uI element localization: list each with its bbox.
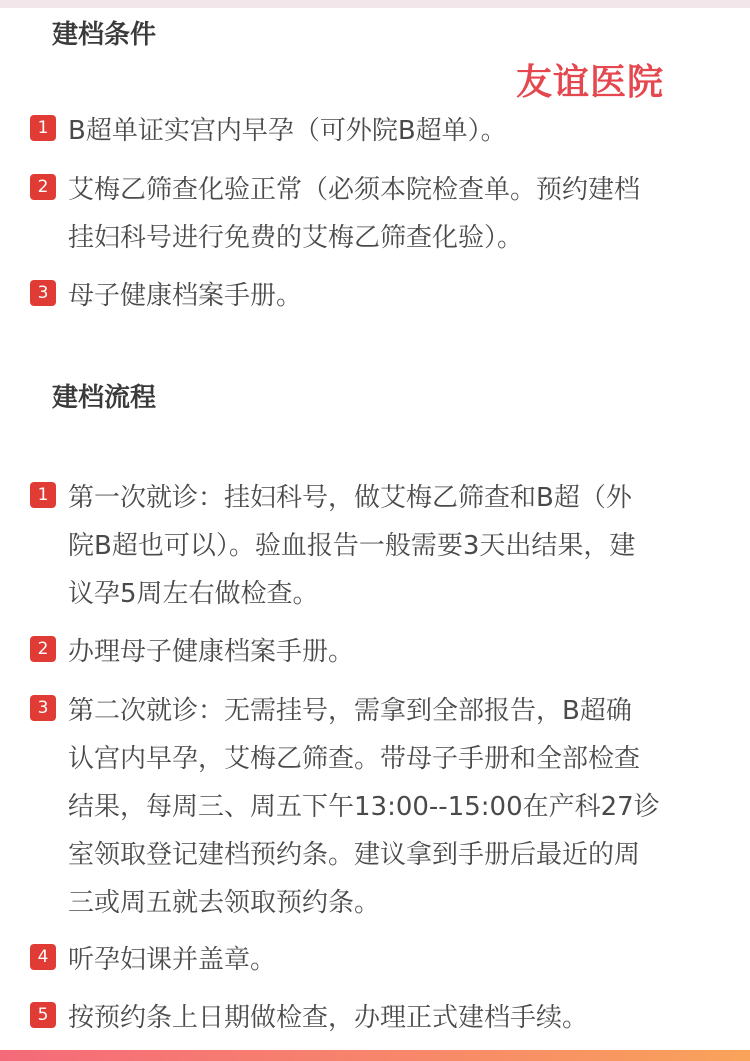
item-text: 办理母子健康档案手册。 — [68, 637, 355, 667]
item-text: 室领取登记建档预约条。建议拿到手册后最近的周 — [68, 840, 641, 870]
list-item — [30, 628, 730, 676]
item-text: 按预约条上日期做检查，办理正式建档手续。 — [68, 1003, 589, 1033]
list-item — [30, 107, 730, 155]
item-text: 院B超也可以）。验血报告一般需要3天出结果，建 — [68, 531, 636, 561]
list-item — [30, 936, 730, 984]
item-text: 母子健康档案手册。 — [68, 281, 303, 311]
list-item — [30, 687, 730, 927]
list-item — [30, 272, 730, 320]
list-item — [30, 166, 730, 262]
item-text: 第二次就诊：无需挂号，需拿到全部报告，B超确 — [68, 696, 632, 726]
item-text: 议孕5周左右做检查。 — [68, 579, 319, 609]
item-text: 艾梅乙筛查化验正常（必须本院检查单。预约建档 — [68, 175, 641, 205]
list-item — [30, 474, 730, 618]
number-badge: 2 — [30, 174, 56, 200]
item-text: 第一次就诊：挂妇科号，做艾梅乙筛查和B超（外 — [68, 483, 632, 513]
number-badge: 1 — [30, 115, 56, 141]
item-text: 结果，每周三、周五下午13:00--15:00在产科27诊 — [68, 792, 660, 822]
number-badge: 2 — [30, 636, 56, 662]
item-text: 挂妇科号进行免费的艾梅乙筛查化验）。 — [68, 223, 524, 253]
list-item — [30, 994, 730, 1042]
section-title-process: 建档流程 — [52, 383, 157, 413]
top-bar — [0, 0, 750, 8]
item-text: 三或周五就去领取预约条。 — [68, 888, 381, 918]
number-badge: 3 — [30, 695, 56, 721]
item-text: 听孕妇课并盖章。 — [68, 945, 277, 975]
item-text: 认宫内早孕，艾梅乙筛查。带母子手册和全部检查 — [68, 744, 641, 774]
bottom-bar — [0, 1050, 750, 1061]
item-text: B超单证实宫内早孕（可外院B超单）。 — [68, 116, 507, 146]
number-badge: 1 — [30, 482, 56, 508]
number-badge: 4 — [30, 944, 56, 970]
number-badge: 3 — [30, 280, 56, 306]
section-title-conditions: 建档条件 — [52, 20, 157, 50]
hospital-watermark: 友谊医院 — [516, 62, 665, 103]
number-badge: 5 — [30, 1002, 56, 1028]
